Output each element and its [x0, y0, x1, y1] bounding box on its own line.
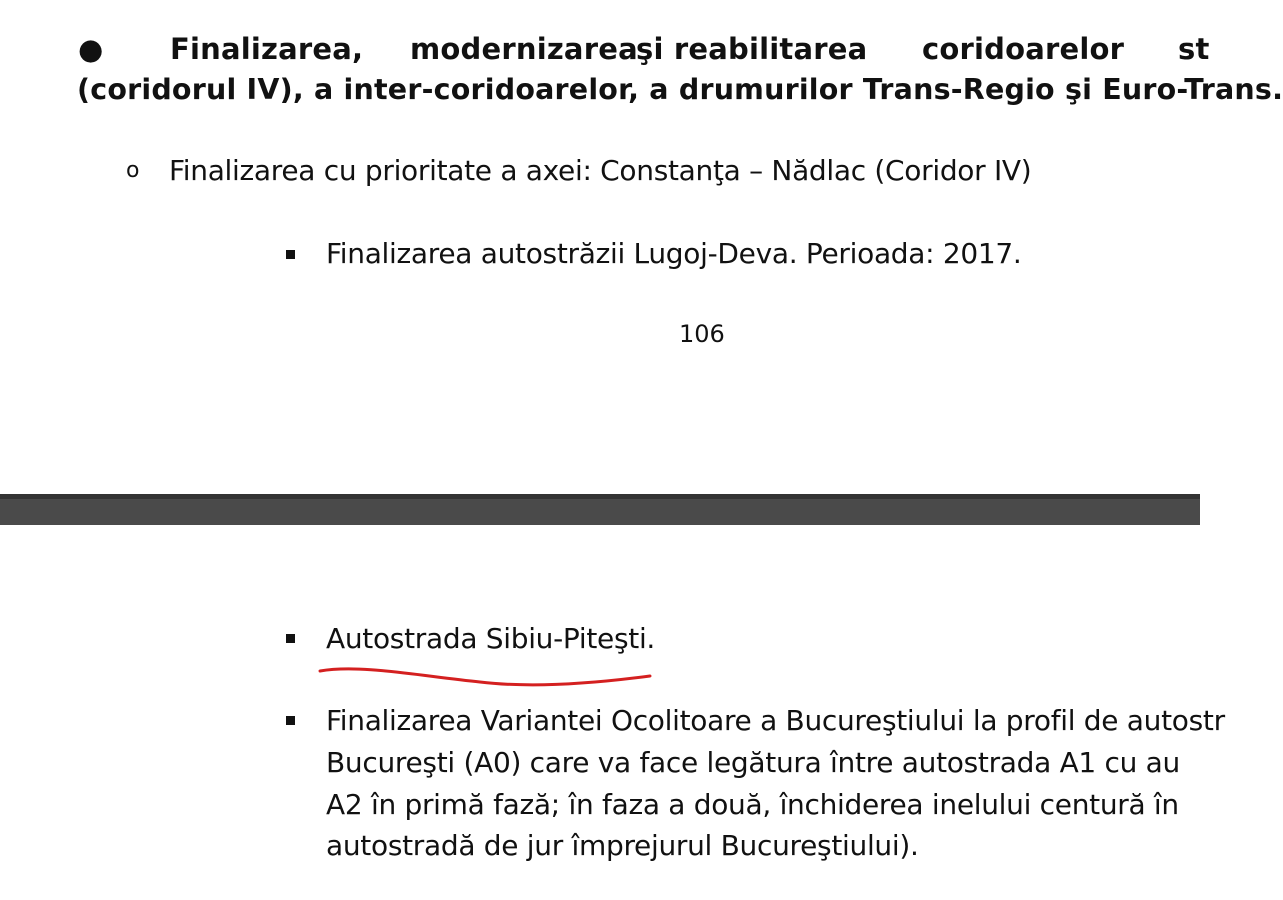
item-sibiu-pitesti: Autostrada Sibiu-Piteşti.: [326, 622, 656, 655]
bullet1-word-3: şi reabilitarea: [636, 32, 868, 66]
page-separator-edge: [0, 494, 1200, 499]
square-bullet-icon: [286, 250, 295, 259]
square-bullet-icon: [286, 634, 295, 643]
square-bullet-icon: [286, 716, 295, 725]
item-varianta-line-4: autostradă de jur împrejurul Bucureştiului).: [326, 829, 919, 862]
item-varianta-line-2: Bucureşti (A0) care va face legătura între autostrada A1 cu au: [326, 746, 1180, 779]
bullet1-word-1: Finalizarea,: [170, 32, 364, 66]
item-varianta-line-1: Finalizarea Variantei Ocolitoare a Bucureştiului la profil de autostr: [326, 704, 1225, 737]
bullet1-word-5: st: [1178, 32, 1210, 66]
item-varianta-line-3: A2 în primă fază; în faza a două, închiderea inelului centură în: [326, 788, 1179, 821]
round-bullet-icon: ●: [78, 32, 104, 66]
item-lugoj-deva: Finalizarea autostrăzii Lugoj-Deva. Perioada: 2017.: [326, 237, 1022, 270]
sub-bullet-text: Finalizarea cu prioritate a axei: Constanţa – Nădlac (Coridor IV): [169, 154, 1032, 187]
bullet1-line2: (coridorul IV), a inter-coridoarelor, a drumurilor Trans-Regio şi Euro-Trans.: [77, 73, 1283, 106]
hollow-circle-bullet-icon: o: [126, 158, 140, 183]
bullet1-word-2: modernizarea: [410, 32, 638, 66]
bullet1-word-4: coridoarelor: [922, 32, 1125, 66]
page-number: 106: [679, 320, 725, 348]
